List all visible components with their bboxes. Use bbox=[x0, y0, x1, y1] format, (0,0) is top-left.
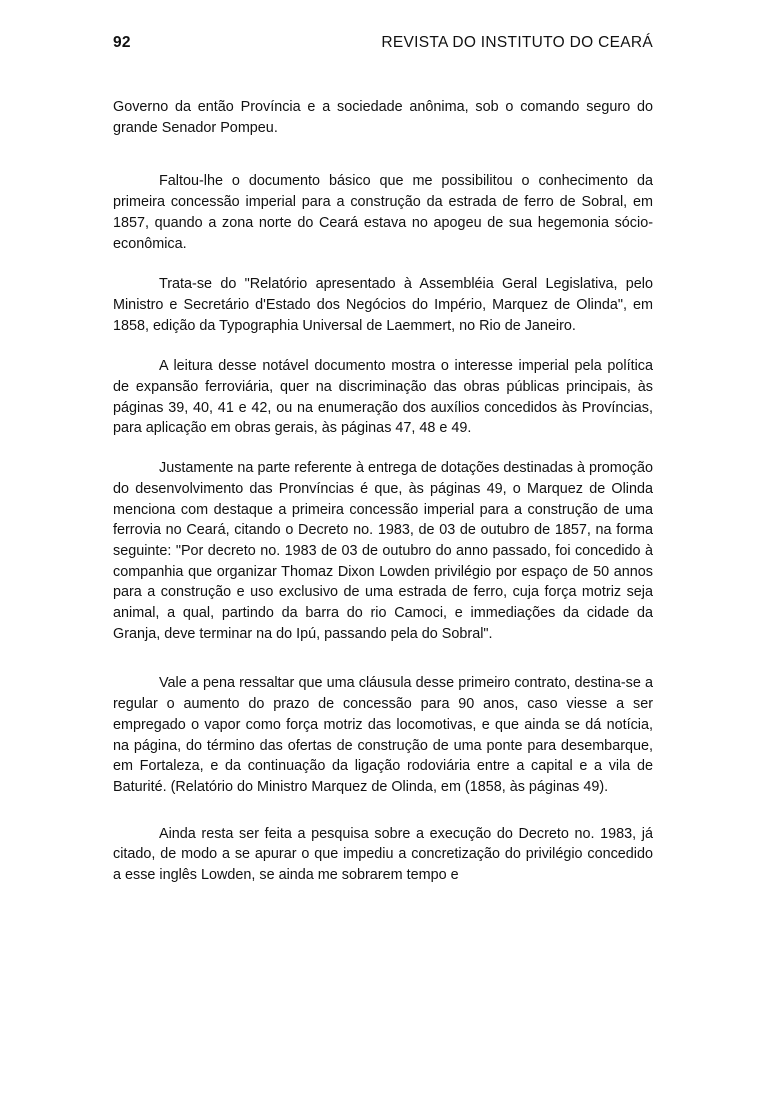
paragraph-6: Vale a pena ressaltar que uma cláusula desse primeiro contrato, destina-se a regular o aumento do prazo de concessão para 90 anos, caso viesse a ser empregado o vapor como força motriz das locomotivas, e que ainda se dá notícia, na página, do término das ofertas de construção de uma ponte para desembarque, em Fortaleza, e da continuação da ligação rodoviária entre a capital e a vila de Baturité. (Relatório do Ministro Marquez de Olinda, em (1858, às páginas 49). bbox=[113, 675, 653, 795]
paragraph-2: Faltou-lhe o documento básico que me possibilitou o conhecimento da primeira concessão imperial para a construção da estrada de ferro de Sobral, em 1857, quando a zona norte do Ceará estava no apogeu de sua hegemonia sócio-econômica. bbox=[113, 173, 653, 252]
running-title: REVISTA DO INSTITUTO DO CEARÁ bbox=[381, 34, 653, 51]
paragraph-5: Justamente na parte referente à entrega de dotações destinadas à promoção do desenvolvimento das Pronvíncias é que, às páginas 49, o Marquez de Olinda menciona com destaque a primeira concessão imperial para a construção de uma ferrovia no Ceará, citando o Decreto no. 1983, de 03 de outubro de 1857, na forma seguinte: "Por decreto no. 1983 de 03 de outubro do anno passado, foi concedido à companhia que organizar Thomaz Dixon Lowden privilégio por espaço de 50 annos para a construção e uso exclusivo de uma estrada de ferro, cuja força motriz seja animal, a qual, partindo da barra do rio Camoci, e immediações da cidade da Granja, deve terminar na do Ipú, passando pela do Sobral". bbox=[113, 460, 653, 642]
page-number: 92 bbox=[113, 34, 131, 51]
page-header bbox=[113, 34, 653, 56]
document-body bbox=[113, 97, 653, 886]
paragraph-7: Ainda resta ser feita a pesquisa sobre a execução do Decreto no. 1983, já citado, de modo a se apurar o que impediu a concretização do privilégio concedido a esse inglês Lowden, se ainda me sobrarem tempo e bbox=[113, 825, 653, 884]
paragraph-4: A leitura desse notável documento mostra o interesse imperial pela política de expansão ferroviária, quer na discriminação das obras públicas principais, às páginas 39, 40, 41 e 42, ou na enumeração dos auxílios concedidos às Províncias, para aplicação em obras gerais, às páginas 47, 48 e 49. bbox=[113, 358, 653, 437]
paragraph-1: Governo da então Província e a sociedade anônima, sob o comando seguro do grande Senador Pompeu. bbox=[113, 99, 653, 136]
paragraph-3: Trata-se do "Relatório apresentado à Assembléia Geral Legislativa, pelo Ministro e Secretário d'Estado dos Negócios do Império, Marquez de Olinda", em 1858, edição da Typographia Universal de Laemmert, no Rio de Janeiro. bbox=[113, 276, 653, 334]
